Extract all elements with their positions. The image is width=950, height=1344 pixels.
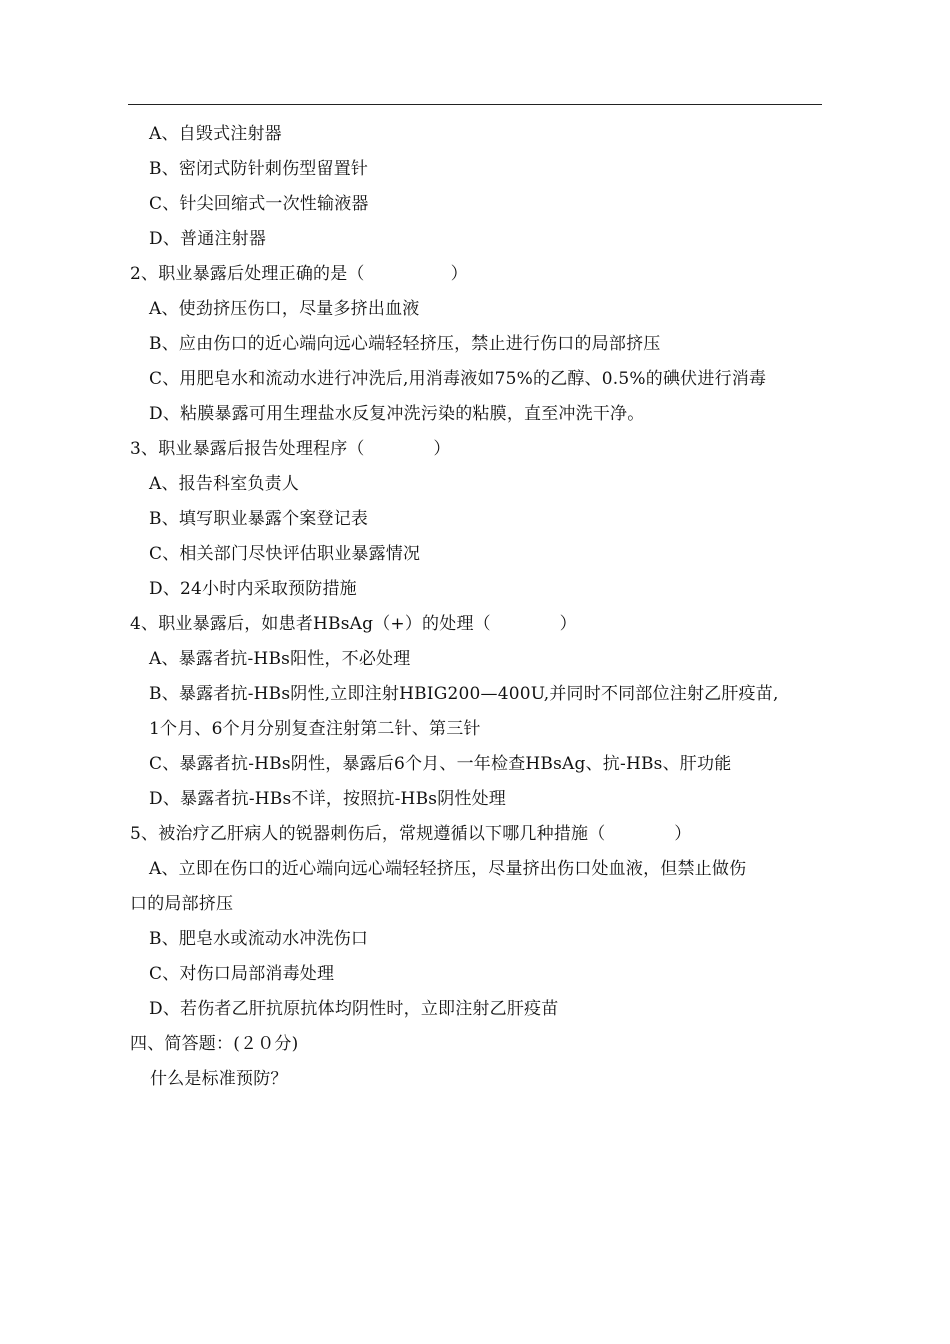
q1-option-d: D、普通注射器	[149, 229, 267, 249]
q3-option-c: C、相关部门尽快评估职业暴露情况	[149, 544, 421, 564]
question-2: 2、职业暴露后处理正确的是（ ）	[130, 264, 468, 284]
q2-option-c: C、用肥皂水和流动水进行冲洗后,用消毒液如75%的乙醇、0.5%的碘伏进行消毒	[149, 369, 767, 389]
q3-option-a: A、报告科室负责人	[149, 474, 300, 494]
q4-option-a: A、暴露者抗-HBs阳性，不必处理	[149, 649, 411, 669]
document-body	[130, 117, 830, 1097]
section-heading-short-answer: 四、简答题：(２０分)	[130, 1034, 299, 1054]
q4-option-c: C、暴露者抗-HBs阴性，暴露后6个月、一年检查HBsAg、抗-HBs、肝功能	[149, 754, 732, 774]
q5-option-c: C、对伤口局部消毒处理	[149, 964, 335, 984]
question-4: 4、职业暴露后，如患者HBsAg（+）的处理（ ）	[130, 614, 577, 634]
q5-option-a-continued: 口的局部挤压	[130, 894, 234, 914]
q4-option-d: D、暴露者抗-HBs不详，按照抗-HBs阴性处理	[149, 789, 507, 809]
q4-option-b: B、暴露者抗-HBs阴性,立即注射HBIG200—400U,并同时不同部位注射乙肝疫苗,	[149, 684, 779, 704]
q1-option-a: A、自毁式注射器	[149, 124, 282, 144]
header-rule	[128, 104, 822, 105]
q4-option-b-continued: 1个月、6个月分别复查注射第二针、第三针	[149, 719, 481, 739]
q3-option-d: D、24小时内采取预防措施	[149, 579, 357, 599]
short-answer-question: 什么是标准预防？	[150, 1069, 288, 1089]
question-3: 3、职业暴露后报告处理程序（ ）	[130, 439, 451, 459]
q3-option-b: B、填写职业暴露个案登记表	[149, 509, 369, 529]
q1-option-c: C、针尖回缩式一次性输液器	[149, 194, 369, 214]
q1-option-b: B、密闭式防针刺伤型留置针	[149, 159, 369, 179]
question-5: 5、被治疗乙肝病人的锐器刺伤后，常规遵循以下哪几种措施（ ）	[130, 824, 692, 844]
q5-option-d: D、若伤者乙肝抗原抗体均阴性时，立即注射乙肝疫苗	[149, 999, 559, 1019]
q2-option-b: B、应由伤口的近心端向远心端轻轻挤压，禁止进行伤口的局部挤压	[149, 334, 661, 354]
q5-option-b: B、肥皂水或流动水冲洗伤口	[149, 929, 369, 949]
q5-option-a: A、立即在伤口的近心端向远心端轻轻挤压，尽量挤出伤口处血液，但禁止做伤	[149, 859, 747, 879]
q2-option-a: A、使劲挤压伤口，尽量多挤出血液	[149, 299, 420, 319]
q2-option-d: D、粘膜暴露可用生理盐水反复冲洗污染的粘膜，直至冲洗干净。	[149, 404, 645, 424]
